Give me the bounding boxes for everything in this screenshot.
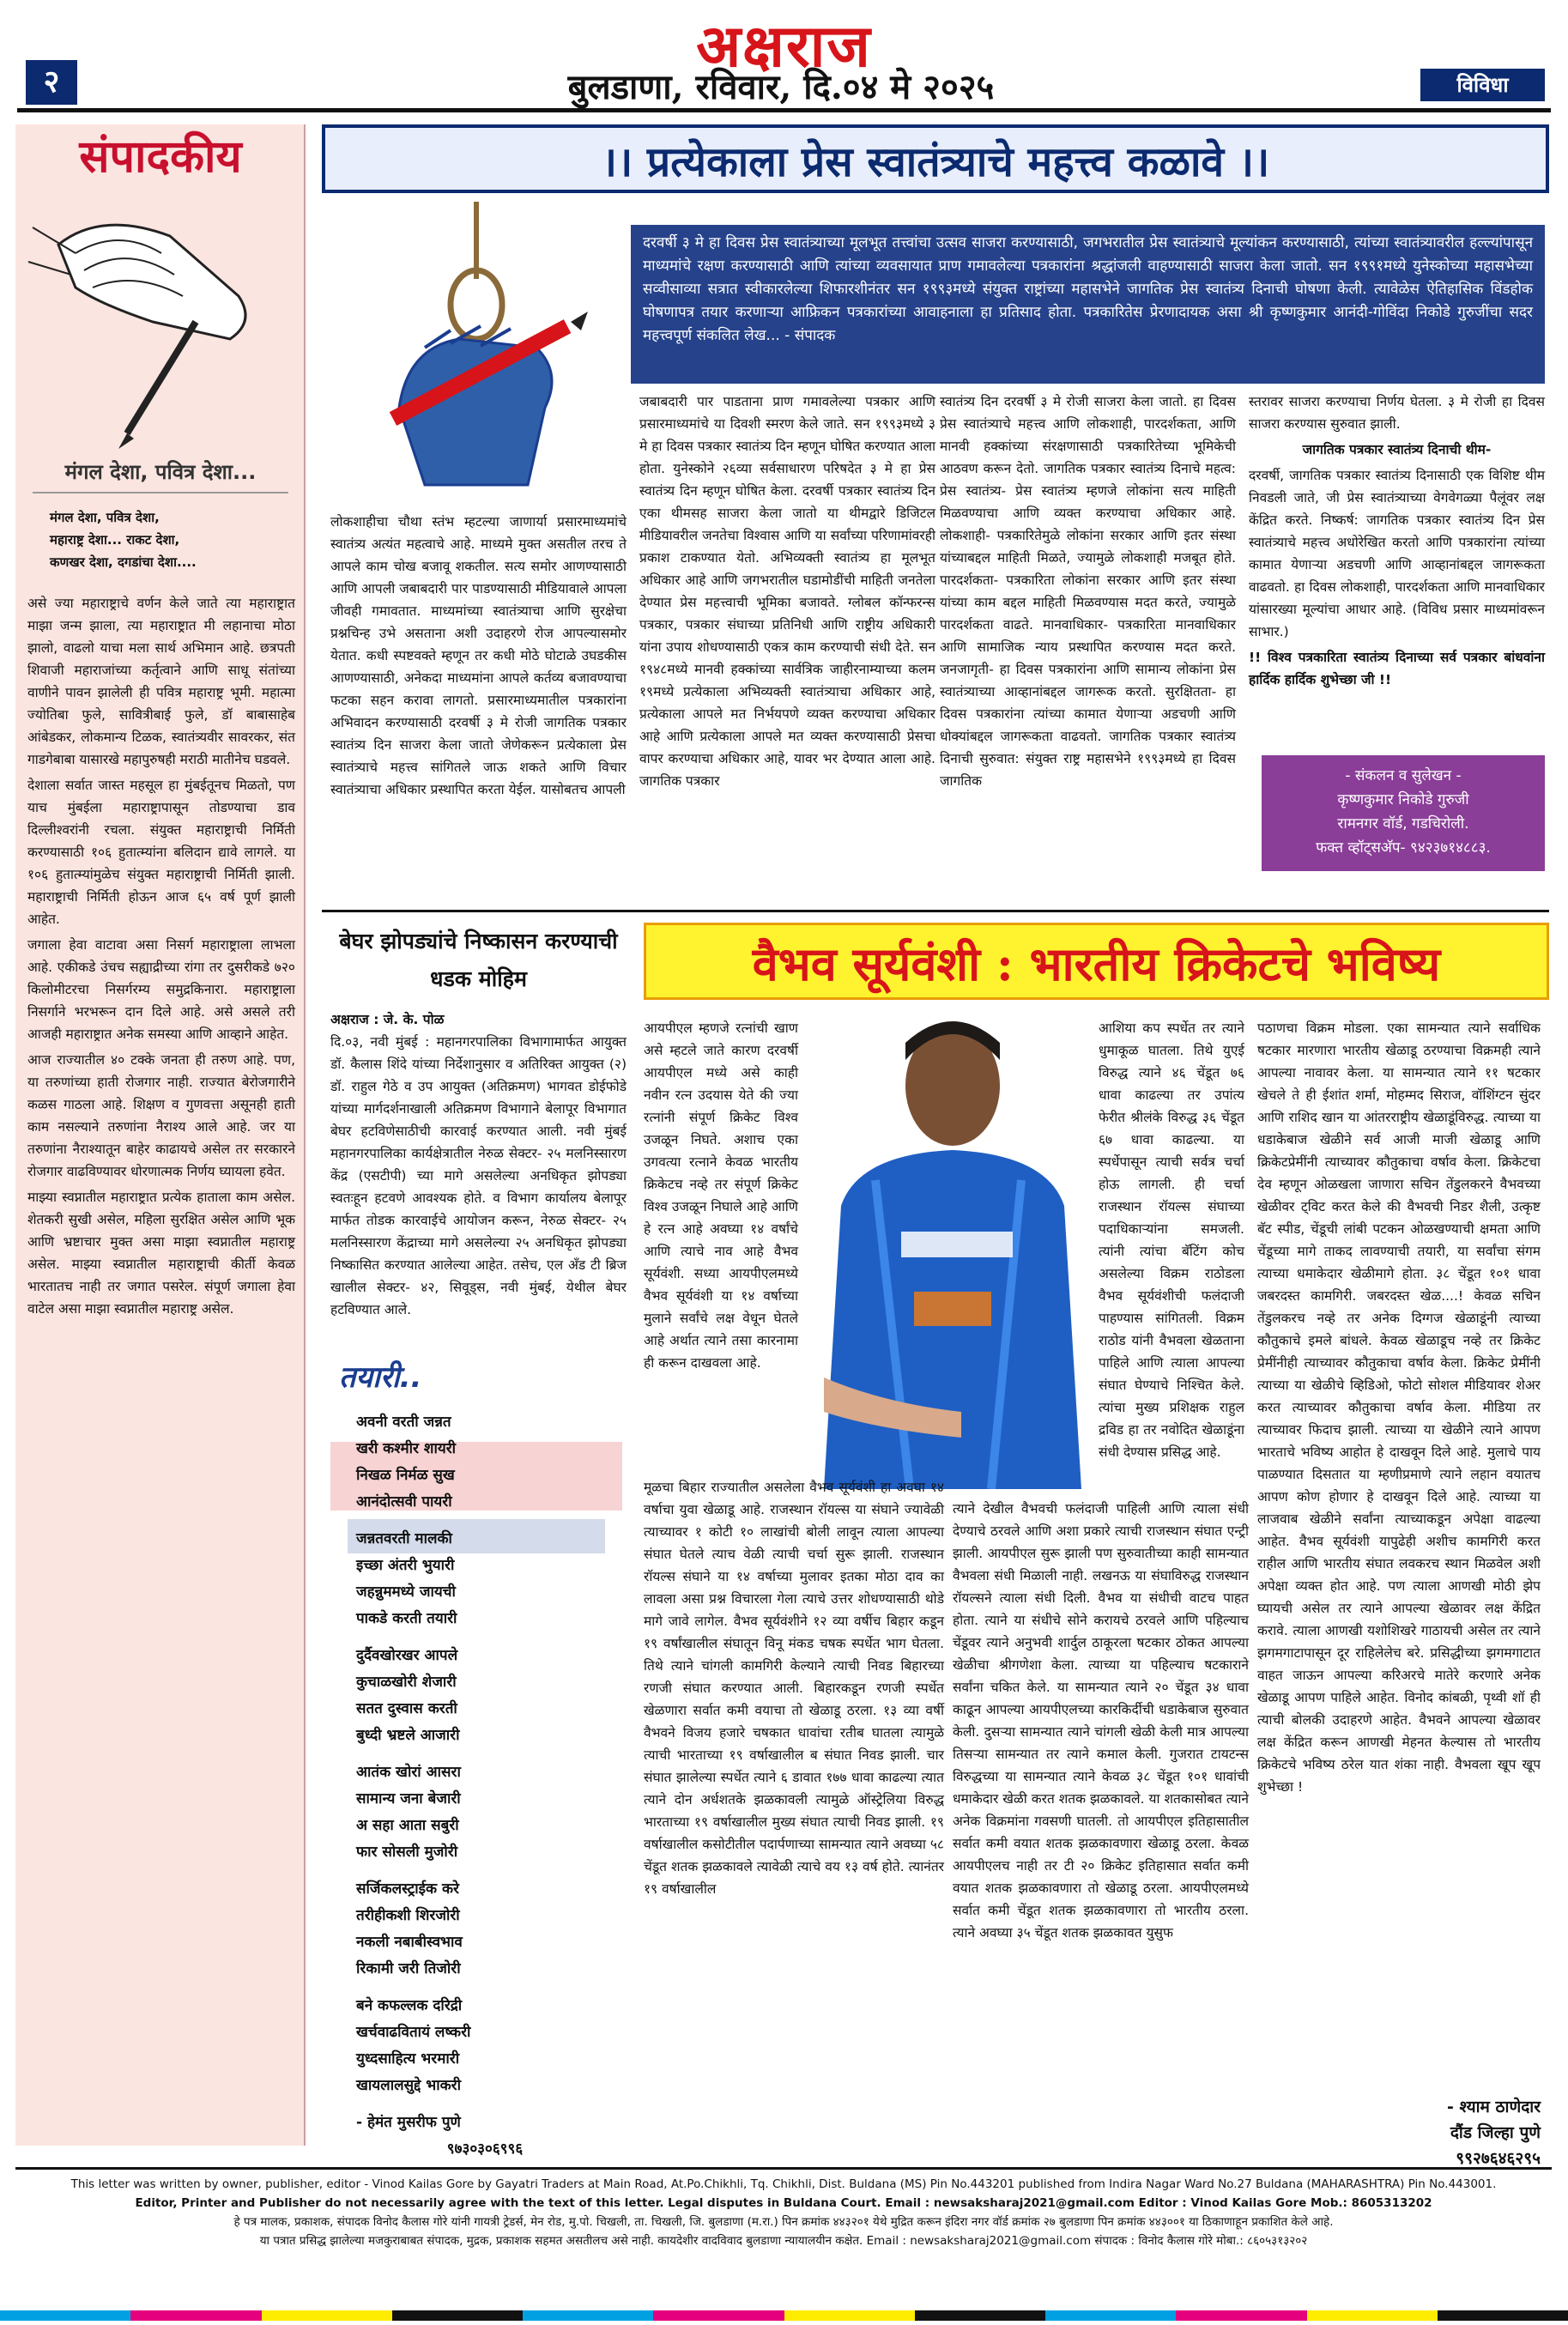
cricket-paragraph: आयपीएल म्हणजे रत्नांची खाण असे म्हटले जाते कारण दरवर्षी आयपीएल मध्ये असे काही नवीन रत्न उदयास येते की ज्या रत्नांनी संपूर्ण क्रिकेट विश्व उजळून निघते. अशाच एका उगवत्या रत्नाने केवळ भारतीय क्रिकेटच नव्हे तर संपूर्ण क्रिकेट विश्व उजळून निघाले आहे आणि हे रत्न आहे अवघ्या १४ वर्षांचे आणि त्याचे नाव आहे वैभव सूर्यवंशी. सध्या आयपीएलमध्ये वैभव सूर्यवंशी या १४ वर्षाच्या मुलाने सर्वांचे लक्ष वेधून घेतले आहे अर्थात त्याने तसा कारनामा ही करून दाखवला आहे. <box>644 1020 798 1371</box>
tayari-line: आनंदोत्सवी पायरी <box>356 1493 452 1511</box>
slum-byline: अक्षराज : जे. के. पोळ <box>330 1012 445 1027</box>
cricketer-photo <box>807 1008 1090 1489</box>
editorial-body <box>27 592 295 1323</box>
cricket-column-2-lower <box>953 1498 1249 1947</box>
poem-line: मंगल देशा, पवित्र देशा, <box>50 510 160 525</box>
press-headline: ।। प्रत्येकाला प्रेस स्वातंत्र्याचे महत्त्व कळावे ।। <box>601 138 1270 186</box>
slum-headline: बेघर झोपड्यांचे निष्कासन करण्याची धडक मोहिम <box>339 929 618 991</box>
tayari-line: खायलालसुद्दे भाकरी <box>356 2077 462 2094</box>
tayari-line: दुर्दैवखोरखर आपले <box>356 1647 458 1664</box>
tayari-line: सामान्य जना बेजारी <box>356 1790 461 1807</box>
press-paragraph: जबाबदारी पार पाडताना प्राण गमावलेल्या पत्रकार आणि प्रसारमाध्यमांचे या दिवशी स्मरण केले जाते. सन १९९३मध्ये ३ मे हा दिवस पत्रकार स्वातंत्र्य दिन म्हणून घोषित करण्यात आला होता. युनेस्कोने २६व्या सर्वसाधारण परिषदेत ३ मे हा प्रेस स्वातंत्र्य दिन म्हणून घोषित केला. दरवर्षी पत्रकार स्वातंत्र्य दिन एका थीमसह साजरा केला जातो या थीमद्वारे डिजिटल मीडियावरील जनतेचा विश्वास आणि या सर्वांच्या परिणामांवरही प्रकाश टाकण्यात येतो. अभिव्यक्ती स्वातंत्र्य हा मूलभूत अधिकार आहे आणि जगभरातील घडामोडींची माहिती जनतेला देण्यात प्रेस महत्त्वाची भूमिका बजावते. ग्लोबल कॉन्फरन्स पत्रकार, पत्रकार संघाच्या प्रतिनिधी आणि राष्ट्रीय अधिकारी यांना उपाय शोधण्यासाठी एकत्र काम करण्याची संधी देते. सन १९४८मध्ये मानवी हक्कांच्या सार्वत्रिक जाहीरनाम्याच्या कलम १९मध्ये प्रत्येकाला अभिव्यक्ती स्वातंत्र्याचा अधिकार आहे, प्रत्येकाला आपले मत निर्भयपणे व्यक्त करण्याचा अधिकार आहे आणि प्रत्येकाला आपले मत व्यक्त करण्यासाठी प्रेसचा वापर करण्याचा अधिकार आहे, यावर भर देण्यात आला आहे. जागतिक पत्रकार <box>639 394 935 789</box>
credit-line: कृष्णकुमार निकोडे गुरुजी <box>1337 791 1469 808</box>
tayari-line: जहन्नुममध्ये जायची <box>356 1583 456 1601</box>
editorial-poem <box>50 506 290 573</box>
cricket-column-3 <box>1257 1017 1541 2081</box>
tayari-line: युध्दसाहित्य भरमारी <box>356 2050 460 2068</box>
editorial-title: मंगल देशा, पवित्र देशा... <box>64 460 257 484</box>
press-subheading: जागतिक पत्रकार स्वातंत्र्य दिनाची थीम- <box>1302 442 1492 457</box>
poem-line: कणखर देशा, दगडांचा देशा.... <box>50 554 197 570</box>
tayari-stanza <box>356 1409 614 1516</box>
editorial-paragraph: जगाला हेवा वाटावा असा निसर्ग महाराष्ट्राला लाभला आहे. एकीकडे उंचच सह्याद्रीच्या रांगा तर दुसरीकडे ७२० किलोमीटरचा निसर्गरम्य समुद्रकिनारा. महाराष्ट्राला निसर्गाने भरभरून दान दिले आहे. असे असले तरी आजही महाराष्ट्रात अनेक समस्या आणि आव्हाने आहेत. <box>27 937 295 1042</box>
tayari-line: अ सहा आता सबुरी <box>356 1817 459 1834</box>
editorial-paragraph: माझ्या स्वप्नातील महाराष्ट्रात प्रत्येक हाताला काम असेल. शेतकरी सुखी असेल, महिला सुरक्षित असेल आणि भूक आणि भ्रष्टाचार मुक्त असा माझा स्वप्नातील महाराष्ट्र असेल. माझ्या स्वप्नातील महाराष्ट्राची कीर्ती केवळ भारतातच नाही तर जगात पसरेल. संपूर्ण जगाला हेवा वाटेल असा माझा स्वप्नातील महाराष्ट्र असेल. <box>27 1190 295 1317</box>
tayari-line: कुचाळखोरी शेजारी <box>356 1674 457 1691</box>
imprint-line: This letter was written by owner, publisher, editor - Vinod Kailas Gore by Gayatri Traders at Main Road, At.Po.Chikhli, Tq. Chikhli, Dist. Buldana (MS) Pin No.443201 published from Indira Nagar Ward No.27 Buldana (MAHARASHTRA) Pin No.443001. <box>70 2177 1497 2191</box>
cricket-paragraph: पठाणचा विक्रम मोडला. एका सामन्यात त्याने सर्वाधिक षटकार मारणारा भारतीय खेळाडू ठरण्याचा विक्रमही त्याने आपल्या नावावर केला. या सामन्यात त्याने ११ षटकार खेचले ते ही ईशांत शर्मा, मोहम्मद सिराज, वॉशिंग्टन सुंदर आणि राशिद खान या आंतरराष्ट्रीय खेळाडूंविरुद्ध. त्याच्या या धडाकेबाज खेळीने सर्व आजी माजी खेळाडू आणि क्रिकेटप्रेमींनी त्याच्यावर कौतुकाचा वर्षाव केला. क्रिकेटचा देव म्हणून ओळखला जाणारा सचिन तेंडुलकरने वैभवच्या खेळीवर ट्विट करत केले की वैभवची निडर शैली, उत्कृष्ट बॅट स्पीड, चेंडूची लांबी पटकन ओळखण्याची क्षमता आणि चेंडूच्या मागे ताकद लावण्याची तयारी, या सर्वांचा संगम त्याच्या धमाकेदार खेळीमागे होता. ३८ चेंडूत १०१ धावा जबरदस्त कामगिरी. जबरदस्त खेळ....! केवळ सचिन तेंडुलकरच नव्हे तर अनेक दिग्गज खेळाडूंनी त्याच्या कौतुकाचे इमले बांधले. केवळ खेळाडूच नव्हे तर क्रिकेट प्रेमींनीही त्याच्यावर कौतुकाचा वर्षाव केला. क्रिकेट प्रेमींनी त्याच्या या खेळीचे व्हिडिओ, फोटो सोशल मीडियावर शेअर करत त्याच्यावर कौतुकाचा वर्षाव केला. मीडिया तर त्याच्यावर फिदाच झाली. त्याच्या या खेळीने त्याने आपण भारताचे भविष्य आहोत हे दाखवून दिले आहे. मुलाचे पाय पाळण्यात दिसतात या म्हणीप्रमाणे त्याने लहान वयातच आपण कोण होणार हे दाखवून दिले आहे. त्याच्या या लाजवाब खेळीने सर्वांना त्याच्याकडून अपेक्षा वाढल्या आहेत. वैभव सूर्यवंशी यापुढेही अशीच कामगिरी करत राहील आणि भारतीय संघात लवकरच स्थान मिळवेल अशी अपेक्षा व्यक्त होत आहे. पण त्याला आणखी मोठी झेप घ्यायची असेल तर त्याने आपल्या खेळावर लक्ष केंद्रित करावे. त्याला आणखी यशोशिखरे गाठायची असेल तर त्याने झगमगाटापासून दूर राहिलेलेच बरे. प्रसिद्धीच्या झगमगाटात वाहत जाऊन आपल्या करिअरचे मातेरे करणारे अनेक खेळाडू आपण पाहिले आहेत. विनोद कांबळी, पृथ्वी शॉ ही त्याची बोलकी उदाहरणे आहेत. वैभवने आपल्या खेळावर लक्ष केंद्रित करून आणखी मेहनत केल्यास तो भारतीय क्रिकेटचे भविष्य ठरेल यात शंका नाही. वैभवला खूप खूप शुभेच्छा ! <box>1257 1020 1541 1795</box>
imprint-footer <box>15 2167 1552 2296</box>
masthead-rule <box>17 108 1551 112</box>
press-credit-box <box>1262 755 1545 871</box>
editorial-paragraph: देशाला सर्वात जास्त महसूल हा मुंबईतूनच मिळतो, पण याच मुंबईला महाराष्ट्रापासून तोडण्याचा डाव दिल्लीश्वरांनी रचला. संयुक्त महाराष्ट्राची निर्मिती करण्यासाठी १०६ हुतात्म्यांना बलिदान द्यावे लागले. या १०६ हुतात्म्यांमुळेच संयुक्त महाराष्ट्राची निर्मिती झाली. महाराष्ट्राची निर्मिती होऊन आज ६५ वर्ष पूर्ण झाली आहेत. <box>27 778 295 927</box>
slum-paragraph: दि.०३, नवी मुंबई : महानगरपालिका विभागामार्फत आयुक्त डॉ. कैलास शिंदे यांच्या निर्देशानुसार व अतिरिक्त आयुक्त (२) डॉ. राहुल गेठे व उप आयुक्त (अतिक्रमण) भागवत डोईफोडे यांच्या मार्गदर्शनाखाली अतिक्रमण विभागाने बेलापूर विभागात बेघर हटविणेसाठीची कारवाई करण्यात आली. नवी मुंबई महानगरपालिका कार्यक्षेत्रातील नेरुळ सेक्टर- २५ मलनिस्सारण केंद्र (एसटीपी) च्या मागे असलेल्या अनधिकृत झोपड्या स्वतःहून हटवणे आवश्यक होते. व विभाग कार्यालय बेलापूर मार्फत तोडक कारवाईचे आयोजन करून, नेरुळ सेक्टर- २५ मलनिस्सारण केंद्राच्या मागे असलेल्या २५ अनधिकृत झोपड्या निष्कासित करण्यात आलेल्या आहेत. तसेच, एल अँड टी ब्रिज खालील सेक्टर- ४२, सिवूड्स, नवी मुंबई, येथील बेघर हटविण्यात आले. <box>330 1034 627 1317</box>
editorial-paragraph: आज राज्यातील ४० टक्के जनता ही तरुण आहे. पण, या तरुणांच्या हाती रोजगार नाही. राज्यात बेरोजगारीने कळस गाठला आहे. शिक्षण व गुणवत्ता असूनही हाती काम नसल्याने तरुणांना नैराश्य आले आहे. जर या तरुणांना नैराश्यातून बाहेर काढायचे असेल तर सरकारने रोजगार वाढविण्यावर धोरणात्मक निर्णय घ्यायला हवेत. <box>27 1052 295 1179</box>
imprint-line: हे पत्र मालक, प्रकाशक, संपादक विनोद कैलास गोरे यांनी गायत्री ट्रेडर्स, मेन रोड, मु.पो. चिखली, ता. चिखली, जि. बुलडाणा (म.रा.) पिन क्रमांक ४४३२०१ येथे मुद्रित करून इंदिरा नगर वॉर्ड क्रमांक २७ बुलडाणा पिन क्रमांक ४४३००१ या ठिकाणाहून प्रकाशित केले आहे. <box>233 2215 1334 2229</box>
slum-article <box>330 1008 627 1324</box>
tayari-stanza <box>356 1993 614 2099</box>
author-name: - श्याम ठाणेदार <box>1447 2098 1541 2116</box>
tayari-phone: ९७३०३०६९९६ <box>446 2140 524 2158</box>
tayari-line: जन्नतवरती मालकी <box>356 1530 452 1547</box>
cricket-column-1-lower <box>644 1476 944 1904</box>
tayari-line: पाकडे करती तयारी <box>356 1610 457 1627</box>
press-column-3 <box>940 391 1236 796</box>
tayari-line: अवनी वरती जन्नत <box>356 1414 451 1431</box>
imprint-line: Editor, Printer and Publisher do not necessarily agree with the text of this letter. Legal disputes in Buldana Court. Email : newsaksharaj2021@gmail.com Editor : Vinod Kailas Gore Mob.: 8605313202 <box>135 2196 1432 2210</box>
credit-line: रामनगर वॉर्ड, गडचिरोली. <box>1337 815 1469 833</box>
tayari-line: आतंक खोरां आसरा <box>356 1764 461 1781</box>
cricket-headline: वैभव सूर्यवंशी : भारतीय क्रिकेटचे भविष्य <box>752 936 1441 991</box>
tayari-lines <box>356 1409 614 2163</box>
author-phone: ९९२७६४६२९५ <box>1456 2149 1541 2168</box>
imprint-line: या पत्रात प्रसिद्ध झालेल्या मजकुराबाबत संपादक, मुद्रक, प्रकाशक सहमत असतीलच असे नाही. कायदेशीर वादविवाद बुलडाणा न्यायालयीन कक्षेत. Email : newsaksharaj2021@gmail.com संपादक : विनोद कैलास गोरे मोबा.: ८६०५३१३२०२ <box>259 2234 1308 2248</box>
cricket-column-2 <box>1099 1017 1244 1467</box>
poem-line: महाराष्ट्र देशा... राकट देशा, <box>50 532 180 548</box>
tayari-line: निखळ निर्मळ सुख <box>356 1467 455 1484</box>
press-paragraph: स्तरावर साजरा करण्याचा निर्णय घेतला. ३ मे रोजी हा दिवस साजरा करण्यास सुरुवात झाली. <box>1249 394 1545 432</box>
editorial-heading: संपादकीय <box>79 130 242 183</box>
section-divider <box>322 910 1549 912</box>
press-column-2 <box>639 391 935 796</box>
credit-line: - संकलन व सुलेखन - <box>1345 767 1462 784</box>
tayari-poem-box <box>322 1356 631 2163</box>
tayari-stanza <box>356 1759 614 1866</box>
fist-pencil-noose-illustration <box>330 202 622 506</box>
dateline: बुलडाणा, रविवार, दि.०४ मे २०२५ <box>567 67 995 107</box>
tayari-line: फार सोसली मुजोरी <box>356 1844 458 1861</box>
tayari-line: नकली नबाबीस्वभाव <box>356 1934 463 1951</box>
page-number: २ <box>26 60 77 105</box>
tayari-line: बने कफल्लक दरिद्री <box>356 1997 463 2014</box>
section-tag: विविधा <box>1420 69 1545 101</box>
cricket-paragraph: मूळचा बिहार राज्यातील असलेला वैभव सूर्यवंशी हा अवघा १४ वर्षाचा युवा खेळाडू आहे. राजस्थान रॉयल्स या संघाने ज्यावेळी त्याच्यावर १ कोटी १० लाखांची बोली लावून त्याला आपल्या संघात घेतले त्याच वेळी त्याची चर्चा सुरू झाली. राजस्थान रॉयल्स संघाने या १४ वर्षाच्या मुलावर इतका मोठा दाव का लावला असा प्रश्न विचारला गेला त्याचे उत्तर शोधण्यासाठी थोडे मागे जावे लागेल. वैभव सूर्यवंशीने १२ व्या वर्षीच बिहार कडून १९ वर्षांखालील संघातून विनू मंकड चषक स्पर्धेत भाग घेतला. तिथे त्याने चांगली कामगिरी केल्याने त्याची निवड बिहारच्या रणजी संघात करण्यात आली. बिहारकडून रणजी स्पर्धेत खेळणारा सर्वात कमी वयाचा तो खेळाडू ठरला. १३ व्या वर्षी वैभवने विजय हजारे चषकात धावांचा रतीब घातला त्यामुळे त्याची भारताच्या १९ वर्षाखालील ब संघात निवड झाली. चार संघात झालेल्या स्पर्धेत त्याने ६ डावात १७७ धावा काढल्या त्यात त्याने दोन अर्धशतके झळकावली त्यामुळे ऑस्ट्रेलिया विरुद्ध भारताच्या १९ वर्षाखालील मुख्य संघात त्याची निवड झाली. १९ वर्षाखालील कसोटीतील पदार्पणाच्या सामन्यात त्याने अवघ्या ५८ चेंडूत शतक झळकावले त्यावेळी त्याचे वय १३ वर्ष होते. त्यानंतर १९ वर्षाखालील <box>644 1480 944 1897</box>
cricket-paragraph: आशिया कप स्पर्धेत तर त्याने धुमाकूळ घातला. तिथे युएई विरुद्ध त्याने ४६ चेंडूत ७६ धावा काढल्या तर उपांत्य फेरीत श्रीलंके विरुद्ध ३६ चेंडूत ६७ धावा काढल्या. या स्पर्धेपासून त्याची सर्वत्र चर्चा होऊ लागली. ही चर्चा राजस्थान रॉयल्स संघाच्या पदाधिकाऱ्यांना समजली. त्यांनी त्यांचा बॅटिंग कोच असलेल्या विक्रम राठोडला वैभव सूर्यवंशीची फलंदाजी पाहण्यास सांगितली. विक्रम राठोड यांनी वैभवला खेळताना पाहिले आणि त्याला आपल्या संघात घेण्याचे निश्चित केले. त्यांचा मुख्य प्रशिक्षक राहुल द्रविड हा तर नवोदित खेळाडूंना संधी देण्यास प्रसिद्ध आहे. <box>1099 1020 1244 1460</box>
tayari-line: खर्चवाढवितायं लष्करी <box>356 2024 471 2041</box>
press-column-4 <box>1249 391 1545 694</box>
tayari-line: रिकामी जरी तिजोरी <box>356 1960 461 1977</box>
editorial-column <box>15 124 306 2146</box>
hand-pen-illustration <box>24 193 297 451</box>
tayari-line: तरीहीकशी शिरजोरी <box>356 1907 460 1924</box>
tayari-author: - हेमंत मुसरीफ पुणे <box>356 2114 461 2131</box>
tayari-stanza <box>356 1876 614 1983</box>
cricket-paragraph: त्याने देखील वैभवची फलंदाजी पाहिली आणि त्याला संधी देण्याचे ठरवले आणि अशा प्रकारे त्याची राजस्थान संघात एन्ट्री झाली. आयपीएल सुरू झाली पण सुरुवातीच्या काही सामन्यात वैभवला संधी मिळाली नाही. लखनऊ या संघाविरुद्ध राजस्थान रॉयल्सने त्याला संधी दिली. वैभव या संधीची वाटच पाहत होता. त्याने या संधीचे सोने करायचे ठरवले आणि पहिल्याच चेंडूवर त्याने अनुभवी शार्दुल ठाकूरला षटकार ठोकत आपल्या खेळीचा श्रीगणेशा केला. त्याच्या या पहिल्याच षटकाराने सर्वांना चकित केले. या सामन्यात त्याने २० चेंडूत ३४ धावा काढून आपल्या आयपीएलच्या कारकिर्दीची धडाकेबाज सुरुवात केली. दुसऱ्या सामन्यात त्याने चांगली खेळी केली मात्र आपल्या तिसऱ्या सामन्यात तर त्याने कमाल केली. गुजरात टायटन्स विरुद्धच्या या सामन्यात त्याने केवळ ३८ चेंडूत १०१ धावांची धमाकेदार खेळी करत शतक झळकावले. या शतकासोबत त्याने अनेक विक्रमांना गवसणी घातली. तो आयपीएल इतिहासातील सर्वात कमी वयात शतक झळकावणारा खेळाडू ठरला. केवळ आयपीएलच नाही तर टी २० क्रिकेट इतिहासात सर्वात कमी वयात शतक झळकावणारा तो खेळाडू ठरला. आयपीएलमध्ये सर्वात कमी चेंडूत शतक झळकावणारा तो भारतीय ठरला. त्याने अवघ्या ३५ चेंडूत शतक झळकावत युसुफ <box>953 1501 1249 1941</box>
tayari-line: खरी कश्मीर शायरी <box>356 1440 457 1457</box>
tayari-title: तयारी.. <box>339 1360 422 1395</box>
cricket-author <box>1257 2094 1541 2171</box>
tayari-line: इच्छा अंतरी भुयारी <box>356 1557 455 1574</box>
tayari-stanza <box>356 1643 614 1749</box>
press-wish: !! विश्व पत्रकारिता स्वातंत्र्य दिनाच्या सर्व पत्रकार बांधवांना हार्दिक हार्दिक शुभेच्छा जी !! <box>1249 650 1545 687</box>
author-place: दौंड जिल्हा पुणे <box>1450 2123 1541 2142</box>
tayari-line: सर्जिकलस्ट्राईक करे <box>356 1880 460 1898</box>
cricket-headline-banner <box>644 923 1549 1000</box>
press-paragraph: स्वातंत्र्य दिन दरवर्षी ३ मे रोजी साजरा केला जातो. हा दिवस प्रेस स्वातंत्र्याचे महत्त्व आणि लोकशाही, पारदर्शकता, आणि मानवी हक्कांच्या संरक्षणासाठी पत्रकारितेच्या भूमिकेची आठवण करून देतो. जागतिक पत्रकार स्वातंत्र्य दिनाचे महत्व: प्रेस स्वातंत्र्य- प्रेस स्वातंत्र्य म्हणजे लोकांना सत्य माहिती मिळवण्याचा आणि व्यक्त करण्याचा अधिकार आहे. लोकशाही- पत्रकारितेमुळे लोकांना सरकार आणि इतर संस्था यांच्याबद्दल माहिती मिळते, ज्यामुळे लोकशाही मजबूत होते. पारदर्शकता- पत्रकारिता लोकांना सरकार आणि इतर संस्था यांच्या काम बद्दल माहिती मिळवण्यास मदत करते, ज्यामुळे पारदर्शकता वाढते. मानवाधिकार- पत्रकारिता मानवाधिकार आणि सामाजिक न्याय प्रस्थापित करण्यास मदत करते. जनजागृती- हा दिवस पत्रकारांना आणि सामान्य लोकांना प्रेस स्वातंत्र्याच्या आव्हानांबद्दल जागरूक करतो. सुरक्षितता- हा दिवस पत्रकारांना त्यांच्या कामात येणाऱ्या अडचणी आणि धोक्यांबद्दल जागरूकता वाढवतो. जागतिक पत्रकार स्वातंत्र्य दिनाची सुरुवात: संयुक्त राष्ट्र महासभेने १९९३मध्ये हा दिवस जागतिक <box>940 394 1236 789</box>
tayari-line: बुध्दी भ्रष्टले आजारी <box>356 1727 460 1744</box>
tayari-stanza <box>356 1526 614 1632</box>
press-headline-banner <box>322 124 1549 193</box>
editorial-rule <box>33 492 288 493</box>
masthead-logo: अक्षराज <box>696 12 872 81</box>
press-paragraph: दरवर्षी, जागतिक पत्रकार स्वातंत्र्य दिनासाठी एक विशिष्ट थीम निवडली जाते, जी प्रेस स्वातंत्र्याच्या वेगवेगळ्या पैलूंवर लक्ष केंद्रित करते. निष्कर्ष: जागतिक पत्रकार स्वातंत्र्य दिन प्रेस स्वातंत्र्याचे महत्त्व अधोरेखित करतो आणि पत्रकारांना त्यांच्या कामात येणाऱ्या अडचणी आणि आव्हानांबद्दल जागरूकता वाढवतो. हा दिवस लोकशाही, पारदर्शकता आणि मानवाधिकार यांसारख्या मूल्यांचा आधार आहे. (विविध प्रसार माध्यमांवरून साभार.) <box>1249 468 1545 639</box>
credit-line: फक्त व्हॉट्सअ‍ॅप- ९४२३७१४८८३. <box>1316 839 1491 857</box>
print-color-bar <box>0 2310 1568 2321</box>
press-intro-box: दरवर्षी ३ मे हा दिवस प्रेस स्वातंत्र्याच्या मूलभूत तत्त्वांचा उत्सव साजरा करण्यासाठी, जगभरातील प्रेस स्वातंत्र्याचे मूल्यांकन करण्यासाठी, त्यांच्या स्वातंत्र्यावरील हल्ल्यांपासून माध्यमांचे रक्षण करण्यासाठी आणि त्यांच्या व्यवसायात प्राण गमावलेल्या पत्रकारांना श्रद्धांजली वाहण्यासाठी साजरा केला जातो. सन १९९१मध्ये युनेस्कोच्या महासभेच्या सव्वीसाव्या सत्रात स्वीकारलेल्या शिफारशीनंतर सन १९९३मध्ये संयुक्त राष्ट्रांच्या महासभेने जागतिक प्रेस स्वातंत्र्य दिनाची घोषणा केली. त्यावेळेस ऐतिहासिक विंडहोक घोषणापत्र तयार करणाऱ्या आफ्रिकन पत्रकारांच्या आवाहनाला हा प्रतिसाद होता. पत्रकारितेस प्रेरणादायक असा श्री कृष्णकुमार आनंदी-गोविंदा निकोडे गुरुजींचा सदर महत्त्वपूर्ण संकलित लेख... - संपादक <box>631 225 1545 384</box>
tayari-line: सतत दुस्वास करती <box>356 1700 457 1717</box>
press-column-1 <box>330 511 627 804</box>
press-paragraph: लोकशाहीचा चौथा स्तंभ म्हटल्या जाणार्या प्रसारमाध्यमांचे स्वातंत्र्य अत्यंत महत्वाचे आहे. माध्यमे मुक्त असतील तरच ते आपले काम चोख बजावू शकतील. सत्य समोर आणण्यासाठी आणि आपली जबाबदारी पार पाडण्यासाठी मीडियावाले आपला जीवही गमावतात. माध्यमांच्या स्वातंत्र्याचा आणि सुरक्षेचा प्रश्नचिन्ह उभे असताना अशी उदाहरणे रोज आपल्यासमोर येतात. कधी स्पष्टवक्ते म्हणून तर कधी मोठे घोटाळे उघडकीस आणण्यासाठी, अनेकदा माध्यमांना आपले कर्तव्य बजावण्याचा फटका सहन करावा लागतो. प्रसारमाध्यमातील पत्रकारांना अभिवादन करण्यासाठी दरवर्षी ३ मे रोजी जागतिक पत्रकार स्वातंत्र्य दिन साजरा केला जातो जेणेकरून प्रत्येकाला प्रेस स्वातंत्र्याचे महत्त्व सांगितले जाऊ शकते आणि विचार स्वातंत्र्याचा अधिकार प्रस्थापित करता येईल. यासोबतच आपली <box>330 514 627 797</box>
cricket-column-1 <box>644 1017 798 1377</box>
editorial-paragraph: असे ज्या महाराष्ट्राचे वर्णन केले जाते त्या महाराष्ट्रात माझा जन्म झाला, त्या महाराष्ट्रात मी लहानाचा मोठा झालो, वाढलो याचा मला सार्थ अभिमान आहे. छत्रपती शिवाजी महाराजांच्या कर्तृत्वाने आणि साधू संतांच्या वाणीने पावन झालेली ही पवित्र महाराष्ट्र भूमी. महात्मा ज्योतिबा फुले, सावित्रीबाई फुले, डॉ बाबासाहेब आंबेडकर, लोकमान्य टिळक, स्वातंत्र्यवीर सावरकर, संत गाडगेबाबा यासारखे महापुरुषही मराठी मातीनेच घडवले. <box>27 596 295 767</box>
